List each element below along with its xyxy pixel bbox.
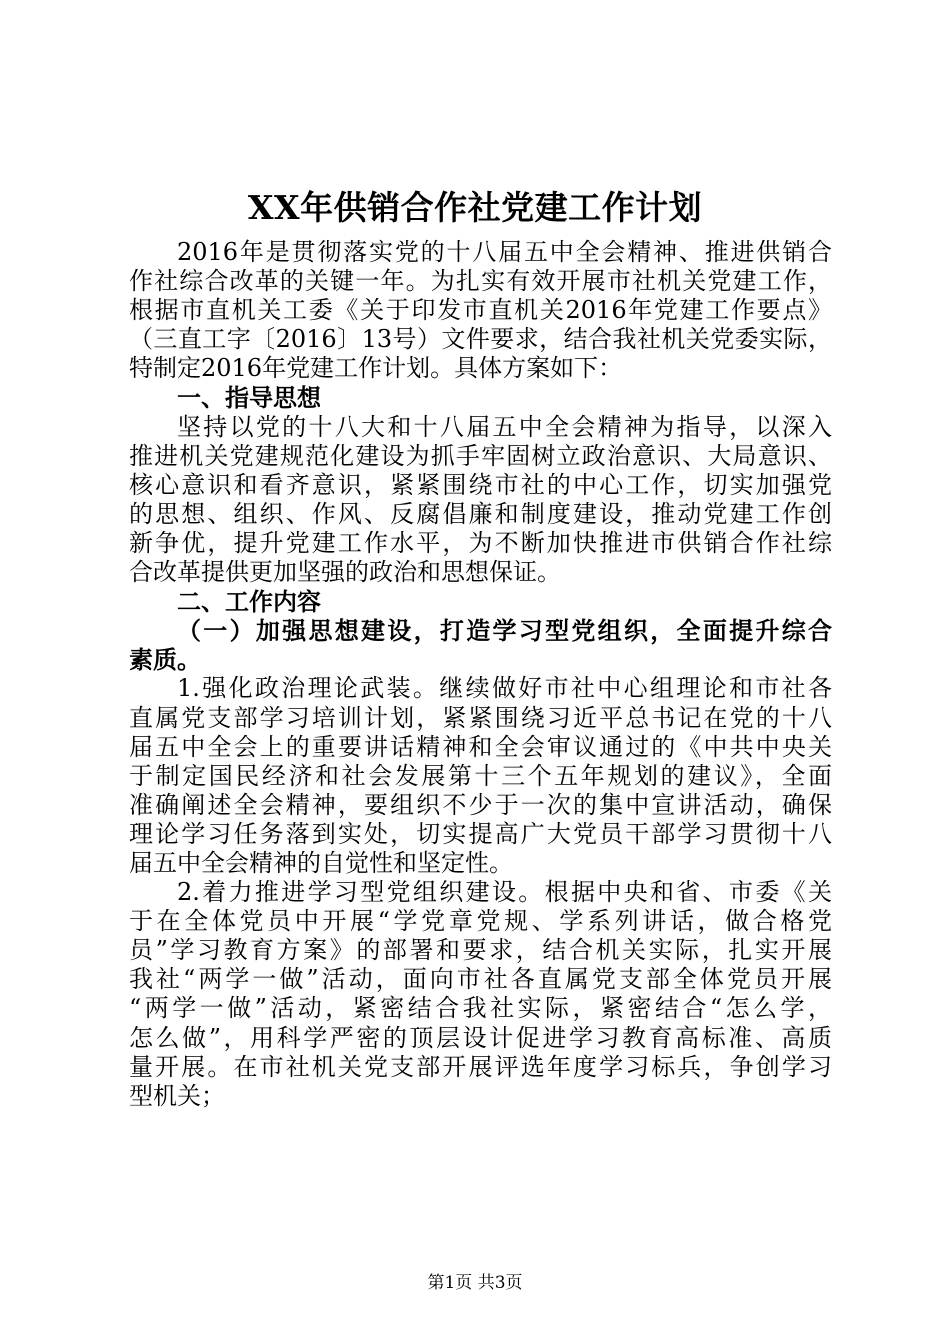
paragraph-line: 量开展。在市社机关党支部开展评选年度学习标兵，争创学习 bbox=[129, 1052, 832, 1081]
paragraph-line: 型机关； bbox=[129, 1081, 225, 1110]
paragraph-line: 理论学习任务落到实处，切实提高广大党员干部学习贯彻十八 bbox=[129, 819, 832, 848]
paragraph-line: 1.强化政治理论武装。继续做好市社中心组理论和市社各 bbox=[177, 674, 832, 703]
paragraph-line: 核心意识和看齐意识，紧紧围绕市社的中心工作，切实加强党 bbox=[129, 470, 832, 499]
paragraph-line: 合改革提供更加坚强的政治和思想保证。 bbox=[129, 558, 561, 587]
paragraph-line: 直属党支部学习培训计划，紧紧围绕习近平总书记在党的十八 bbox=[129, 703, 832, 732]
section-heading-line: 素质。 bbox=[129, 645, 201, 675]
paragraph-line: 届五中全会精神的自觉性和坚定性。 bbox=[129, 848, 513, 877]
section-heading-line: 二、工作内容 bbox=[177, 587, 321, 617]
paragraph-line: 于制定国民经济和社会发展第十三个五年规划的建议》，全面 bbox=[129, 761, 832, 790]
paragraph-line: 员”学习教育方案》的部署和要求，结合机关实际，扎实开展 bbox=[129, 936, 832, 965]
paragraph-line: “两学一做”活动，紧密结合我社实际，紧密结合“怎么学， bbox=[129, 994, 832, 1023]
paragraph-line: 特制定2016年党建工作计划。具体方案如下： bbox=[129, 354, 623, 383]
paragraph-line: 怎么做”，用科学严密的顶层设计促进学习教育高标准、高质 bbox=[129, 1023, 832, 1052]
paragraph-line: 准确阐述全会精神，要组织不少于一次的集中宣讲活动，确保 bbox=[129, 790, 832, 819]
paragraph-line: 2.着力推进学习型党组织建设。根据中央和省、市委《关 bbox=[177, 878, 832, 907]
paragraph-line: 于在全体党员中开展“学党章党规、学系列讲话，做合格党 bbox=[129, 907, 832, 936]
section-heading-line: （一）加强思想建设，打造学习型党组织，全面提升综合 bbox=[177, 616, 832, 646]
paragraph-line: 届五中全会上的重要讲话精神和全会审议通过的《中共中央关 bbox=[129, 732, 832, 761]
document-title: XX年供销合作社党建工作计划 bbox=[247, 188, 703, 227]
paragraph-line: 坚持以党的十八大和十八届五中全会精神为指导，以深入 bbox=[177, 412, 832, 441]
paragraph-line: 2016年是贯彻落实党的十八届五中全会精神、推进供销合 bbox=[177, 238, 832, 266]
paragraph-line: 作社综合改革的关键一年。为扎实有效开展市社机关党建工作， bbox=[129, 267, 832, 296]
paragraph-line: 推进机关党建规范化建设为抓手牢固树立政治意识、大局意识、 bbox=[129, 441, 832, 470]
paragraph-line: （三直工字〔2016〕13号）文件要求，结合我社机关党委实际， bbox=[129, 325, 832, 354]
paragraph-line: 新争优，提升党建工作水平，为不断加快推进市供销合作社综 bbox=[129, 528, 832, 557]
document-body bbox=[129, 238, 832, 1111]
paragraph-line: 根据市直机关工委《关于印发市直机关2016年党建工作要点》 bbox=[129, 296, 832, 325]
paragraph-line: 我社“两学一做”活动，面向市社各直属党支部全体党员开展 bbox=[129, 965, 832, 994]
page-footer: 第1页 共3页 bbox=[427, 1273, 523, 1293]
paragraph-line: 的思想、组织、作风、反腐倡廉和制度建设，推动党建工作创 bbox=[129, 499, 832, 528]
section-heading-line: 一、指导思想 bbox=[177, 383, 321, 413]
